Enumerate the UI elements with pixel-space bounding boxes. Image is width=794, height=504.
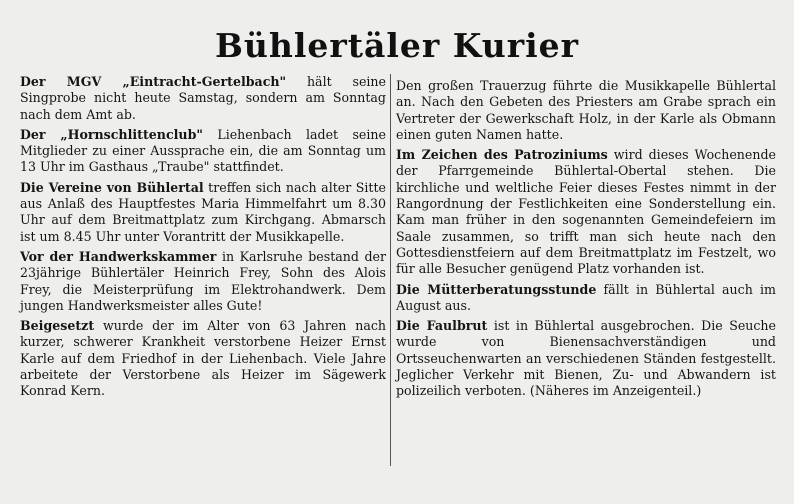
item-text: fällt in Bühlertal auch im August aus. xyxy=(396,281,776,313)
news-item xyxy=(20,127,386,176)
item-text: wird dieses Wochenende der Pfarrgemeinde Bühlertal-Obertal stehen. Die kirchliche und weltliche Feier dieses Festes nimmt in der Rangordnung der Festlichkeiten eine Sonderstellung ein. Kam man früher in den sogenannten Gemeindefeiern im Saale zusammen, so trifft man sich heute nach den Gottesdienstfeiern auf dem Breitmattplatz im Festzelt, wo für alle Besucher genügend Platz vorhanden ist. xyxy=(396,147,776,277)
item-text: hält seine Singprobe nicht heute Samstag, sondern am Sonntag nach dem Amt ab. xyxy=(20,74,386,122)
news-item xyxy=(396,78,776,143)
news-item xyxy=(396,282,776,315)
item-lead: Im Zeichen des Patroziniums xyxy=(396,147,608,163)
news-item xyxy=(20,249,386,314)
news-item xyxy=(396,147,776,277)
item-text: treffen sich nach alter Sitte aus Anlaß des Hauptfestes Maria Himmelfahrt um 8.30 Uhr auf dem Breitmattplatz zum Kirchgang. Abmarsch ist um 8.45 Uhr unter Vorantritt der Musikkapelle. xyxy=(20,179,386,244)
item-text: wurde der im Alter von 63 Jahren nach kurzer, schwerer Krankheit verstorbene Heizer Ernst Karle auf dem Friedhof in der Liehenbach. Viele Jahre arbeitete der Verstorbene als Heizer im Sägewerk Konrad Kern. xyxy=(20,318,386,399)
right-column xyxy=(396,78,776,404)
item-lead: Die Vereine von Bühlertal xyxy=(20,179,204,195)
item-text: Liehenbach ladet seine Mitglieder zu einer Aussprache ein, die am Sonntag um 13 Uhr im Gasthaus „Traube" stattfindet. xyxy=(20,126,386,175)
item-lead: Vor der Handwerkskammer xyxy=(20,248,217,264)
newspaper-title: Bühlertäler Kurier xyxy=(214,26,580,65)
item-text: ist in Bühlertal ausgebrochen. Die Seuche wurde von Bienensachverständigen und Ortsseuchenwarten an verschiedenen Ständen festgestellt. Jeglicher Verkehr mit Bienen, Zu- und Abwandern ist polizeilich verboten. (Näheres im Anzeigenteil.) xyxy=(396,318,776,399)
item-lead: Der „Hornschlittenclub" xyxy=(20,126,203,142)
item-lead: Die Faulbrut xyxy=(396,318,488,334)
item-text: Den großen Trauerzug führte die Musikkapelle Bühlertal an. Nach den Gebeten des Priesters am Grabe sprach ein Vertreter der Gewerkschaft Holz, in der Karle als Obmann einen guten Namen hatte. xyxy=(396,78,776,142)
news-item xyxy=(20,74,386,123)
left-column xyxy=(20,74,386,404)
item-lead: Der MGV „Eintracht-Gertelbach" xyxy=(20,74,287,89)
item-lead: Die Mütterberatungsstunde xyxy=(396,281,597,297)
news-item xyxy=(20,180,386,245)
news-item xyxy=(20,318,386,399)
item-lead: Beigesetzt xyxy=(20,318,95,334)
item-text: in Karlsruhe bestand der 23jährige Bühlertäler Heinrich Frey, Sohn des Alois Frey, die Meisterprüfung im Elektrohandwerk. Dem jungen Handwerksmeister alles Gute! xyxy=(20,248,387,313)
column-divider xyxy=(390,74,391,466)
news-item xyxy=(396,318,776,399)
